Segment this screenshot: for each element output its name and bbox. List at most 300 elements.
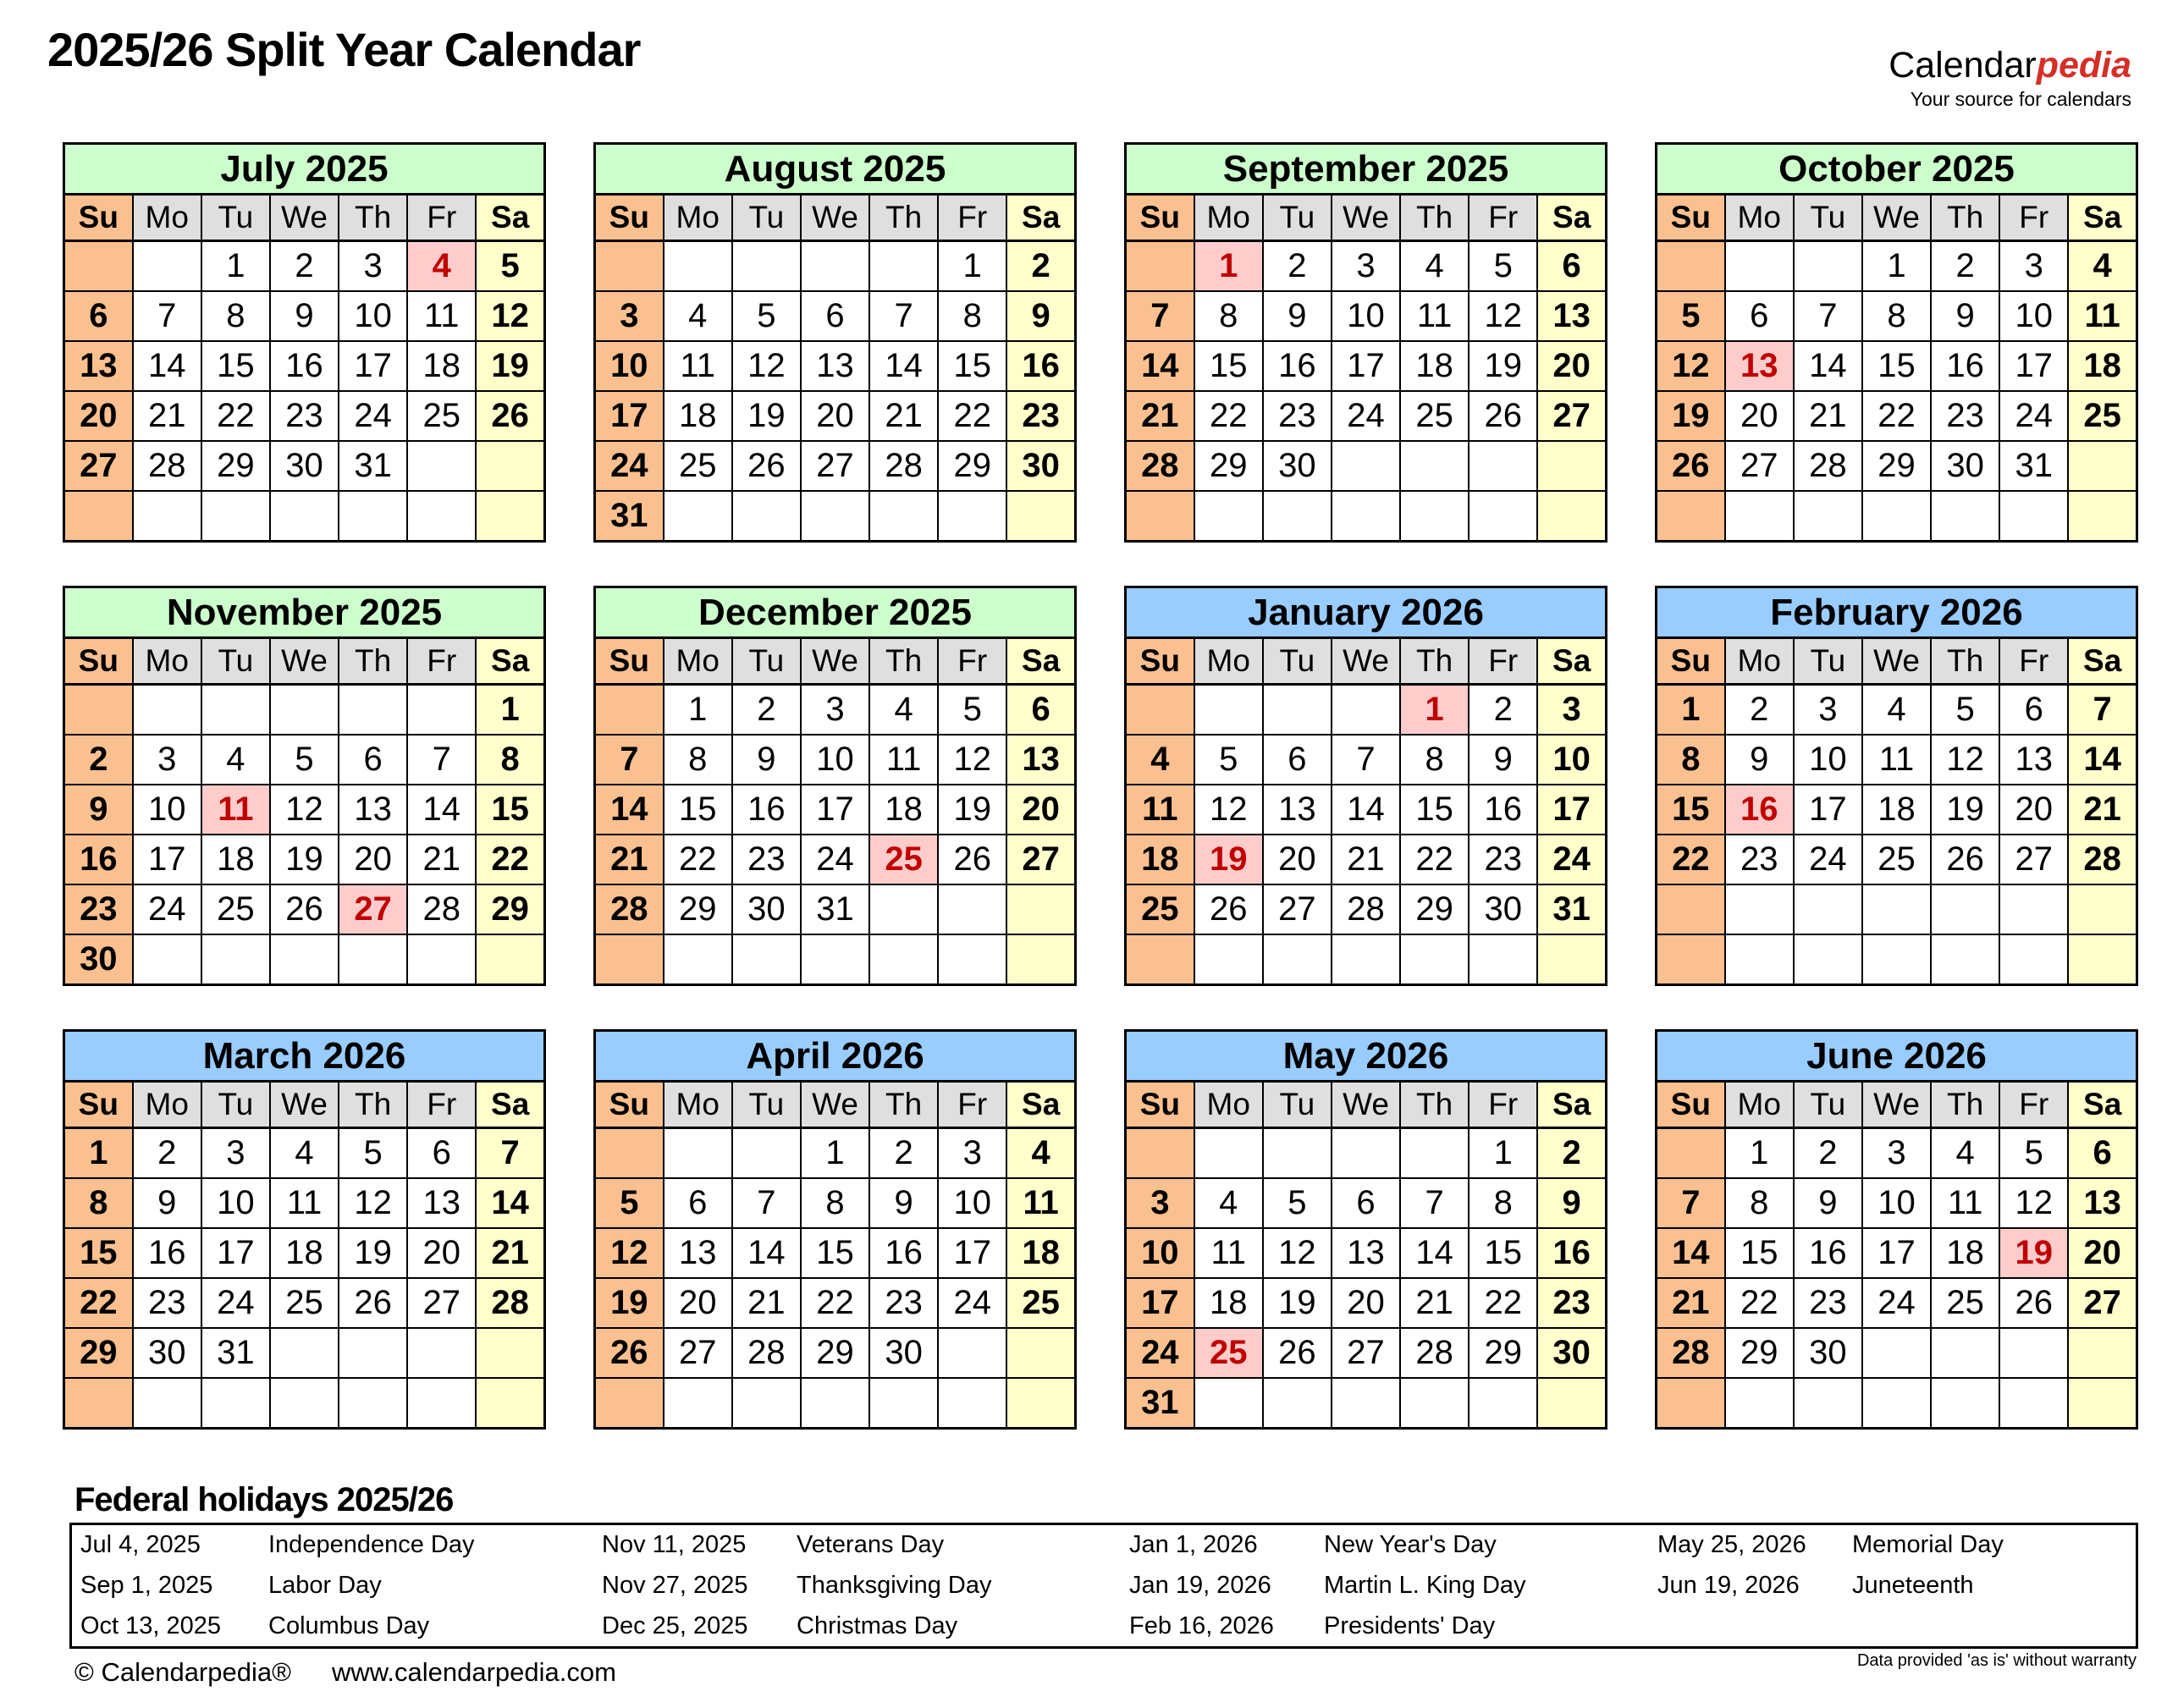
day-header-we: We [270,195,339,241]
date-cell-7: 7 [476,1128,544,1179]
date-cell-16: 16 [1263,341,1332,391]
day-header-mo: Mo [133,1082,201,1128]
holiday-date: Jul 4, 2025 [80,1531,201,1559]
day-header-tu: Tu [1794,1082,1862,1128]
holiday-name: Thanksgiving Day [797,1571,992,1599]
empty-cell [270,685,339,736]
month-calendar-august-2025 [593,142,1077,543]
date-cell-4: 4 [1006,1128,1075,1179]
date-cell-13: 13 [801,341,869,391]
date-cell-23: 23 [1469,835,1537,884]
date-cell-23: 23 [64,884,133,934]
date-cell-8: 8 [664,735,732,785]
day-header-th: Th [1400,638,1469,685]
date-cell-23: 23 [1725,835,1794,884]
empty-cell [1006,884,1075,934]
date-cell-7: 7 [1332,735,1400,785]
date-cell-27: 27 [1332,1328,1400,1378]
date-cell-26: 26 [1999,1278,2068,1328]
empty-cell [595,685,664,736]
date-cell-13: 13 [1999,735,2068,785]
day-header-we: We [270,1082,339,1128]
date-cell-15: 15 [1725,1228,1794,1278]
date-cell-27: 27 [339,884,407,934]
holiday-name: Columbus Day [268,1612,430,1639]
empty-cell [133,685,201,736]
date-cell-1: 1 [1862,241,1931,292]
date-cell-24: 24 [1332,391,1400,441]
empty-cell [801,241,869,292]
empty-cell [1931,884,1999,934]
empty-cell [1537,441,1606,491]
date-cell-22: 22 [938,391,1006,441]
date-cell-26: 26 [732,441,801,491]
empty-cell [339,685,407,736]
date-cell-14: 14 [133,341,201,391]
date-cell-11: 11 [1400,291,1469,341]
date-cell-3: 3 [1794,685,1862,736]
date-cell-19: 19 [1263,1278,1332,1328]
day-header-tu: Tu [1263,195,1332,241]
empty-cell [270,1328,339,1378]
date-cell-29: 29 [1862,441,1931,491]
date-cell-19: 19 [1657,391,1725,441]
empty-cell [1999,491,2068,542]
date-cell-13: 13 [664,1228,732,1278]
empty-cell [938,1378,1006,1429]
date-cell-16: 16 [1931,341,1999,391]
date-cell-28: 28 [1126,441,1194,491]
date-cell-23: 23 [1006,391,1075,441]
holiday-date: Nov 11, 2025 [602,1531,747,1559]
date-cell-30: 30 [1794,1328,1862,1378]
date-cell-18: 18 [1126,835,1194,884]
empty-cell [732,934,801,985]
empty-cell [595,934,664,985]
date-cell-19: 19 [732,391,801,441]
calendarpedia-logo [1889,47,2131,109]
date-cell-18: 18 [1931,1228,1999,1278]
date-cell-19: 19 [476,341,544,391]
day-header-fr: Fr [1469,1082,1537,1128]
empty-cell [732,241,801,292]
day-header-sa: Sa [2068,1082,2137,1128]
day-header-mo: Mo [1194,1082,1263,1128]
empty-cell [1537,491,1606,542]
date-cell-26: 26 [1657,441,1725,491]
date-cell-2: 2 [64,735,133,785]
date-cell-19: 19 [595,1278,664,1328]
date-cell-5: 5 [476,241,544,292]
empty-cell [1794,491,1862,542]
months-grid [63,142,2138,1430]
date-cell-8: 8 [1400,735,1469,785]
date-cell-20: 20 [407,1228,476,1278]
empty-cell [1263,934,1332,985]
date-cell-14: 14 [2068,735,2137,785]
month-title: July 2025 [64,144,545,195]
date-cell-9: 9 [1794,1178,1862,1228]
date-cell-6: 6 [801,291,869,341]
empty-cell [1862,884,1931,934]
day-header-sa: Sa [1537,195,1606,241]
date-cell-13: 13 [407,1178,476,1228]
date-cell-18: 18 [1862,785,1931,835]
empty-cell [1657,1128,1725,1179]
date-cell-15: 15 [64,1228,133,1278]
date-cell-27: 27 [801,441,869,491]
date-cell-27: 27 [1263,884,1332,934]
date-cell-15: 15 [201,341,270,391]
date-cell-19: 19 [339,1228,407,1278]
empty-cell [64,1378,133,1429]
date-cell-27: 27 [664,1328,732,1378]
date-cell-22: 22 [1469,1278,1537,1328]
date-cell-1: 1 [1657,685,1725,736]
date-cell-31: 31 [1999,441,2068,491]
date-cell-31: 31 [339,441,407,491]
empty-cell [1400,1378,1469,1429]
date-cell-26: 26 [339,1278,407,1328]
date-cell-29: 29 [801,1328,869,1378]
date-cell-28: 28 [476,1278,544,1328]
empty-cell [1931,934,1999,985]
date-cell-28: 28 [869,441,938,491]
date-cell-23: 23 [1794,1278,1862,1328]
empty-cell [1657,491,1725,542]
empty-cell [1794,241,1862,292]
date-cell-1: 1 [201,241,270,292]
date-cell-30: 30 [1006,441,1075,491]
date-cell-17: 17 [1794,785,1862,835]
empty-cell [476,441,544,491]
day-header-mo: Mo [664,195,732,241]
date-cell-17: 17 [1332,341,1400,391]
date-cell-14: 14 [869,341,938,391]
date-cell-12: 12 [938,735,1006,785]
date-cell-2: 2 [1794,1128,1862,1179]
month-calendar-september-2025 [1124,142,1607,543]
empty-cell [1862,934,1931,985]
empty-cell [1263,1378,1332,1429]
day-header-fr: Fr [1469,195,1537,241]
date-cell-10: 10 [201,1178,270,1228]
date-cell-13: 13 [1006,735,1075,785]
day-header-sa: Sa [476,638,544,685]
date-cell-3: 3 [1537,685,1606,736]
date-cell-12: 12 [1194,785,1263,835]
date-cell-6: 6 [407,1128,476,1179]
date-cell-24: 24 [595,441,664,491]
date-cell-8: 8 [1469,1178,1537,1228]
date-cell-2: 2 [1725,685,1794,736]
date-cell-11: 11 [1194,1228,1263,1278]
day-header-sa: Sa [476,1082,544,1128]
date-cell-9: 9 [1263,291,1332,341]
date-cell-17: 17 [938,1228,1006,1278]
page-title: 2025/26 Split Year Calendar [47,23,641,76]
date-cell-5: 5 [1194,735,1263,785]
empty-cell [1537,1378,1606,1429]
empty-cell [201,491,270,542]
date-cell-19: 19 [1999,1228,2068,1278]
date-cell-6: 6 [1725,291,1794,341]
logo-part-calendar: Calendar [1889,45,2037,85]
date-cell-5: 5 [938,685,1006,736]
empty-cell [1400,1128,1469,1179]
copyright-text: © Calendarpedia® [74,1657,291,1687]
date-cell-25: 25 [2068,391,2137,441]
date-cell-23: 23 [1931,391,1999,441]
day-header-tu: Tu [201,195,270,241]
date-cell-3: 3 [938,1128,1006,1179]
holiday-date: Dec 25, 2025 [602,1612,748,1639]
empty-cell [2068,441,2137,491]
date-cell-14: 14 [1332,785,1400,835]
date-cell-23: 23 [732,835,801,884]
month-calendar-july-2025 [63,142,546,543]
day-header-mo: Mo [664,1082,732,1128]
holiday-date: Sep 1, 2025 [80,1571,213,1599]
date-cell-23: 23 [1537,1278,1606,1328]
date-cell-17: 17 [801,785,869,835]
date-cell-24: 24 [133,884,201,934]
month-calendar-november-2025 [63,586,546,986]
date-cell-29: 29 [1469,1328,1537,1378]
day-header-su: Su [64,638,133,685]
date-cell-19: 19 [1469,341,1537,391]
empty-cell [595,1128,664,1179]
date-cell-16: 16 [1469,785,1537,835]
date-cell-20: 20 [664,1278,732,1328]
date-cell-5: 5 [339,1128,407,1179]
date-cell-15: 15 [1469,1228,1537,1278]
month-title: May 2026 [1126,1031,1607,1082]
date-cell-16: 16 [732,785,801,835]
empty-cell [270,934,339,985]
date-cell-11: 11 [1862,735,1931,785]
date-cell-25: 25 [869,835,938,884]
date-cell-30: 30 [1537,1328,1606,1378]
empty-cell [2068,1328,2137,1378]
date-cell-11: 11 [1006,1178,1075,1228]
date-cell-22: 22 [801,1278,869,1328]
date-cell-9: 9 [64,785,133,835]
date-cell-18: 18 [869,785,938,835]
empty-cell [1931,1378,1999,1429]
date-cell-4: 4 [201,735,270,785]
date-cell-15: 15 [476,785,544,835]
date-cell-14: 14 [407,785,476,835]
date-cell-17: 17 [201,1228,270,1278]
disclaimer-text: Data provided 'as is' without warranty [1856,1651,2137,1670]
date-cell-12: 12 [1657,341,1725,391]
empty-cell [407,441,476,491]
empty-cell [64,685,133,736]
empty-cell [1725,884,1794,934]
date-cell-24: 24 [801,835,869,884]
date-cell-23: 23 [133,1278,201,1328]
date-cell-28: 28 [595,884,664,934]
empty-cell [1999,934,2068,985]
date-cell-30: 30 [732,884,801,934]
holiday-date: Jan 19, 2026 [1129,1571,1271,1599]
date-cell-19: 19 [938,785,1006,835]
date-cell-3: 3 [1126,1178,1194,1228]
empty-cell [1194,1128,1263,1179]
holiday-name: New Year's Day [1324,1531,1497,1559]
date-cell-27: 27 [1725,441,1794,491]
day-header-fr: Fr [1999,195,2068,241]
empty-cell [1006,1328,1075,1378]
date-cell-11: 11 [869,735,938,785]
empty-cell [2068,491,2137,542]
empty-cell [595,241,664,292]
date-cell-22: 22 [1400,835,1469,884]
day-header-mo: Mo [664,638,732,685]
empty-cell [1657,934,1725,985]
date-cell-29: 29 [201,441,270,491]
month-calendar-june-2026 [1655,1029,2138,1430]
date-cell-13: 13 [2068,1178,2137,1228]
date-cell-10: 10 [1862,1178,1931,1228]
empty-cell [869,934,938,985]
date-cell-4: 4 [1862,685,1931,736]
day-header-we: We [801,638,869,685]
date-cell-15: 15 [938,341,1006,391]
empty-cell [1931,491,1999,542]
date-cell-10: 10 [801,735,869,785]
empty-cell [1332,491,1400,542]
day-header-mo: Mo [1194,638,1263,685]
date-cell-16: 16 [133,1228,201,1278]
holiday-name: Memorial Day [1852,1531,2004,1559]
date-cell-30: 30 [270,441,339,491]
date-cell-24: 24 [1999,391,2068,441]
empty-cell [869,884,938,934]
month-title: October 2025 [1657,144,2137,195]
date-cell-1: 1 [664,685,732,736]
date-cell-25: 25 [270,1278,339,1328]
date-cell-7: 7 [869,291,938,341]
date-cell-21: 21 [1332,835,1400,884]
date-cell-10: 10 [339,291,407,341]
date-cell-2: 2 [1006,241,1075,292]
day-header-we: We [1862,638,1931,685]
date-cell-3: 3 [339,241,407,292]
date-cell-2: 2 [1263,241,1332,292]
date-cell-27: 27 [2068,1278,2137,1328]
date-cell-15: 15 [664,785,732,835]
empty-cell [869,1378,938,1429]
date-cell-10: 10 [1537,735,1606,785]
empty-cell [801,491,869,542]
date-cell-12: 12 [1469,291,1537,341]
date-cell-29: 29 [664,884,732,934]
empty-cell [1126,491,1194,542]
holiday-name: Labor Day [268,1571,382,1599]
date-cell-22: 22 [1194,391,1263,441]
date-cell-22: 22 [201,391,270,441]
date-cell-16: 16 [1006,341,1075,391]
date-cell-24: 24 [201,1278,270,1328]
date-cell-8: 8 [64,1178,133,1228]
empty-cell [1862,1328,1931,1378]
empty-cell [2068,884,2137,934]
date-cell-2: 2 [1931,241,1999,292]
date-cell-1: 1 [1725,1128,1794,1179]
empty-cell [1332,934,1400,985]
date-cell-5: 5 [595,1178,664,1228]
date-cell-26: 26 [476,391,544,441]
date-cell-8: 8 [1657,735,1725,785]
date-cell-1: 1 [1469,1128,1537,1179]
date-cell-10: 10 [1794,735,1862,785]
empty-cell [407,685,476,736]
date-cell-20: 20 [339,835,407,884]
empty-cell [1263,685,1332,736]
date-cell-13: 13 [1725,341,1794,391]
website-link[interactable]: www.calendarpedia.com [331,1657,616,1687]
date-cell-8: 8 [801,1178,869,1228]
date-cell-4: 4 [664,291,732,341]
date-cell-21: 21 [476,1228,544,1278]
date-cell-3: 3 [1332,241,1400,292]
date-cell-20: 20 [2068,1228,2137,1278]
date-cell-22: 22 [1657,835,1725,884]
day-header-sa: Sa [2068,638,2137,685]
empty-cell [1931,1328,1999,1378]
month-calendar-march-2026 [63,1029,546,1430]
date-cell-5: 5 [1999,1128,2068,1179]
day-header-su: Su [1126,195,1194,241]
date-cell-31: 31 [1537,884,1606,934]
day-header-tu: Tu [732,195,801,241]
day-header-tu: Tu [201,1082,270,1128]
day-header-sa: Sa [1537,1082,1606,1128]
day-header-sa: Sa [1006,195,1075,241]
empty-cell [270,1378,339,1429]
holiday-date: Jan 1, 2026 [1129,1531,1258,1559]
day-header-we: We [1862,195,1931,241]
day-header-fr: Fr [938,195,1006,241]
date-cell-31: 31 [201,1328,270,1378]
holiday-date: May 25, 2026 [1657,1531,1806,1559]
date-cell-10: 10 [133,785,201,835]
month-calendar-april-2026 [593,1029,1077,1430]
date-cell-28: 28 [1332,884,1400,934]
date-cell-21: 21 [1794,391,1862,441]
empty-cell [1126,685,1194,736]
date-cell-29: 29 [1194,441,1263,491]
empty-cell [1657,241,1725,292]
empty-cell [1006,1378,1075,1429]
day-header-fr: Fr [407,195,476,241]
month-calendar-december-2025 [593,586,1077,986]
date-cell-6: 6 [1332,1178,1400,1228]
date-cell-25: 25 [1006,1278,1075,1328]
date-cell-1: 1 [801,1128,869,1179]
empty-cell [1794,934,1862,985]
month-title: June 2026 [1657,1031,2137,1082]
date-cell-6: 6 [2068,1128,2137,1179]
day-header-fr: Fr [1469,638,1537,685]
month-title: August 2025 [595,144,1076,195]
day-header-tu: Tu [1794,195,1862,241]
date-cell-29: 29 [64,1328,133,1378]
date-cell-15: 15 [801,1228,869,1278]
date-cell-26: 26 [595,1328,664,1378]
